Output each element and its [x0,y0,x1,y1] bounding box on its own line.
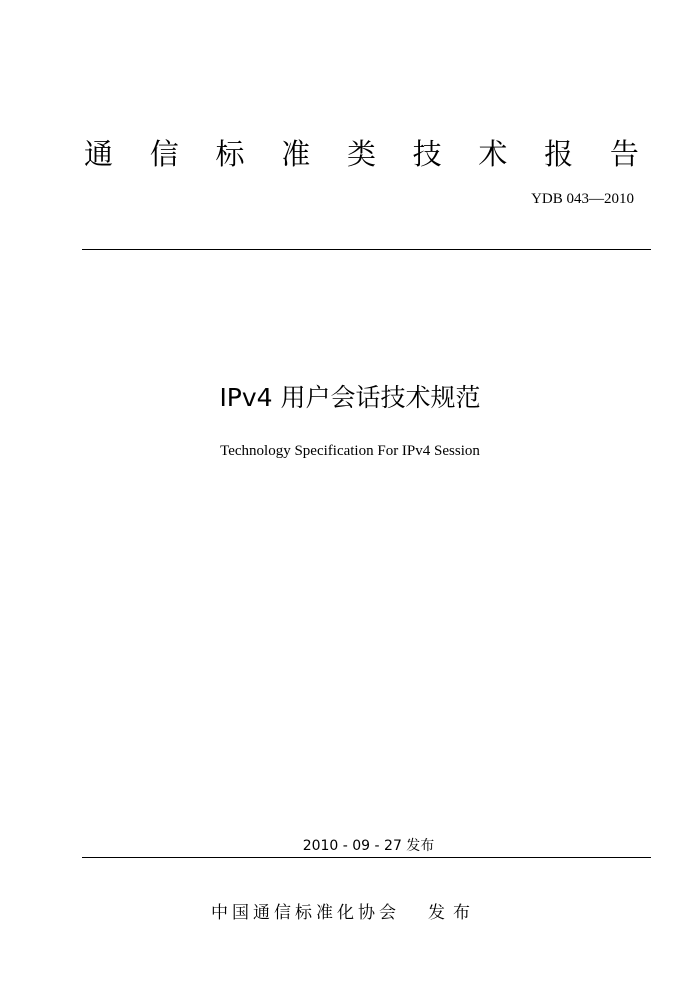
report-type-char: 报 [544,137,574,171]
report-type-char: 通 [84,137,114,171]
bottom-divider [82,857,651,858]
document-title: IPv4 用户会话技术规范 [219,383,481,412]
document-number: YDB 043—2010 [531,191,634,207]
report-type-char: 技 [412,137,442,171]
report-type-char: 类 [346,137,376,171]
report-type-char: 信 [149,137,179,171]
release-date: 2010 - 09 - 27 发布 [302,838,435,854]
report-type-char: 告 [609,137,639,171]
publish-label: 发布 [428,903,478,923]
report-type-char: 准 [281,137,311,171]
top-divider [82,249,651,250]
report-type-title [84,136,639,172]
publisher-line [211,902,478,924]
publisher-name: 中国通信标准化协会 [211,903,400,923]
report-type-char: 术 [478,137,508,171]
report-type-char: 标 [215,137,245,171]
document-english-title: Technology Specification For IPv4 Session [220,443,480,459]
